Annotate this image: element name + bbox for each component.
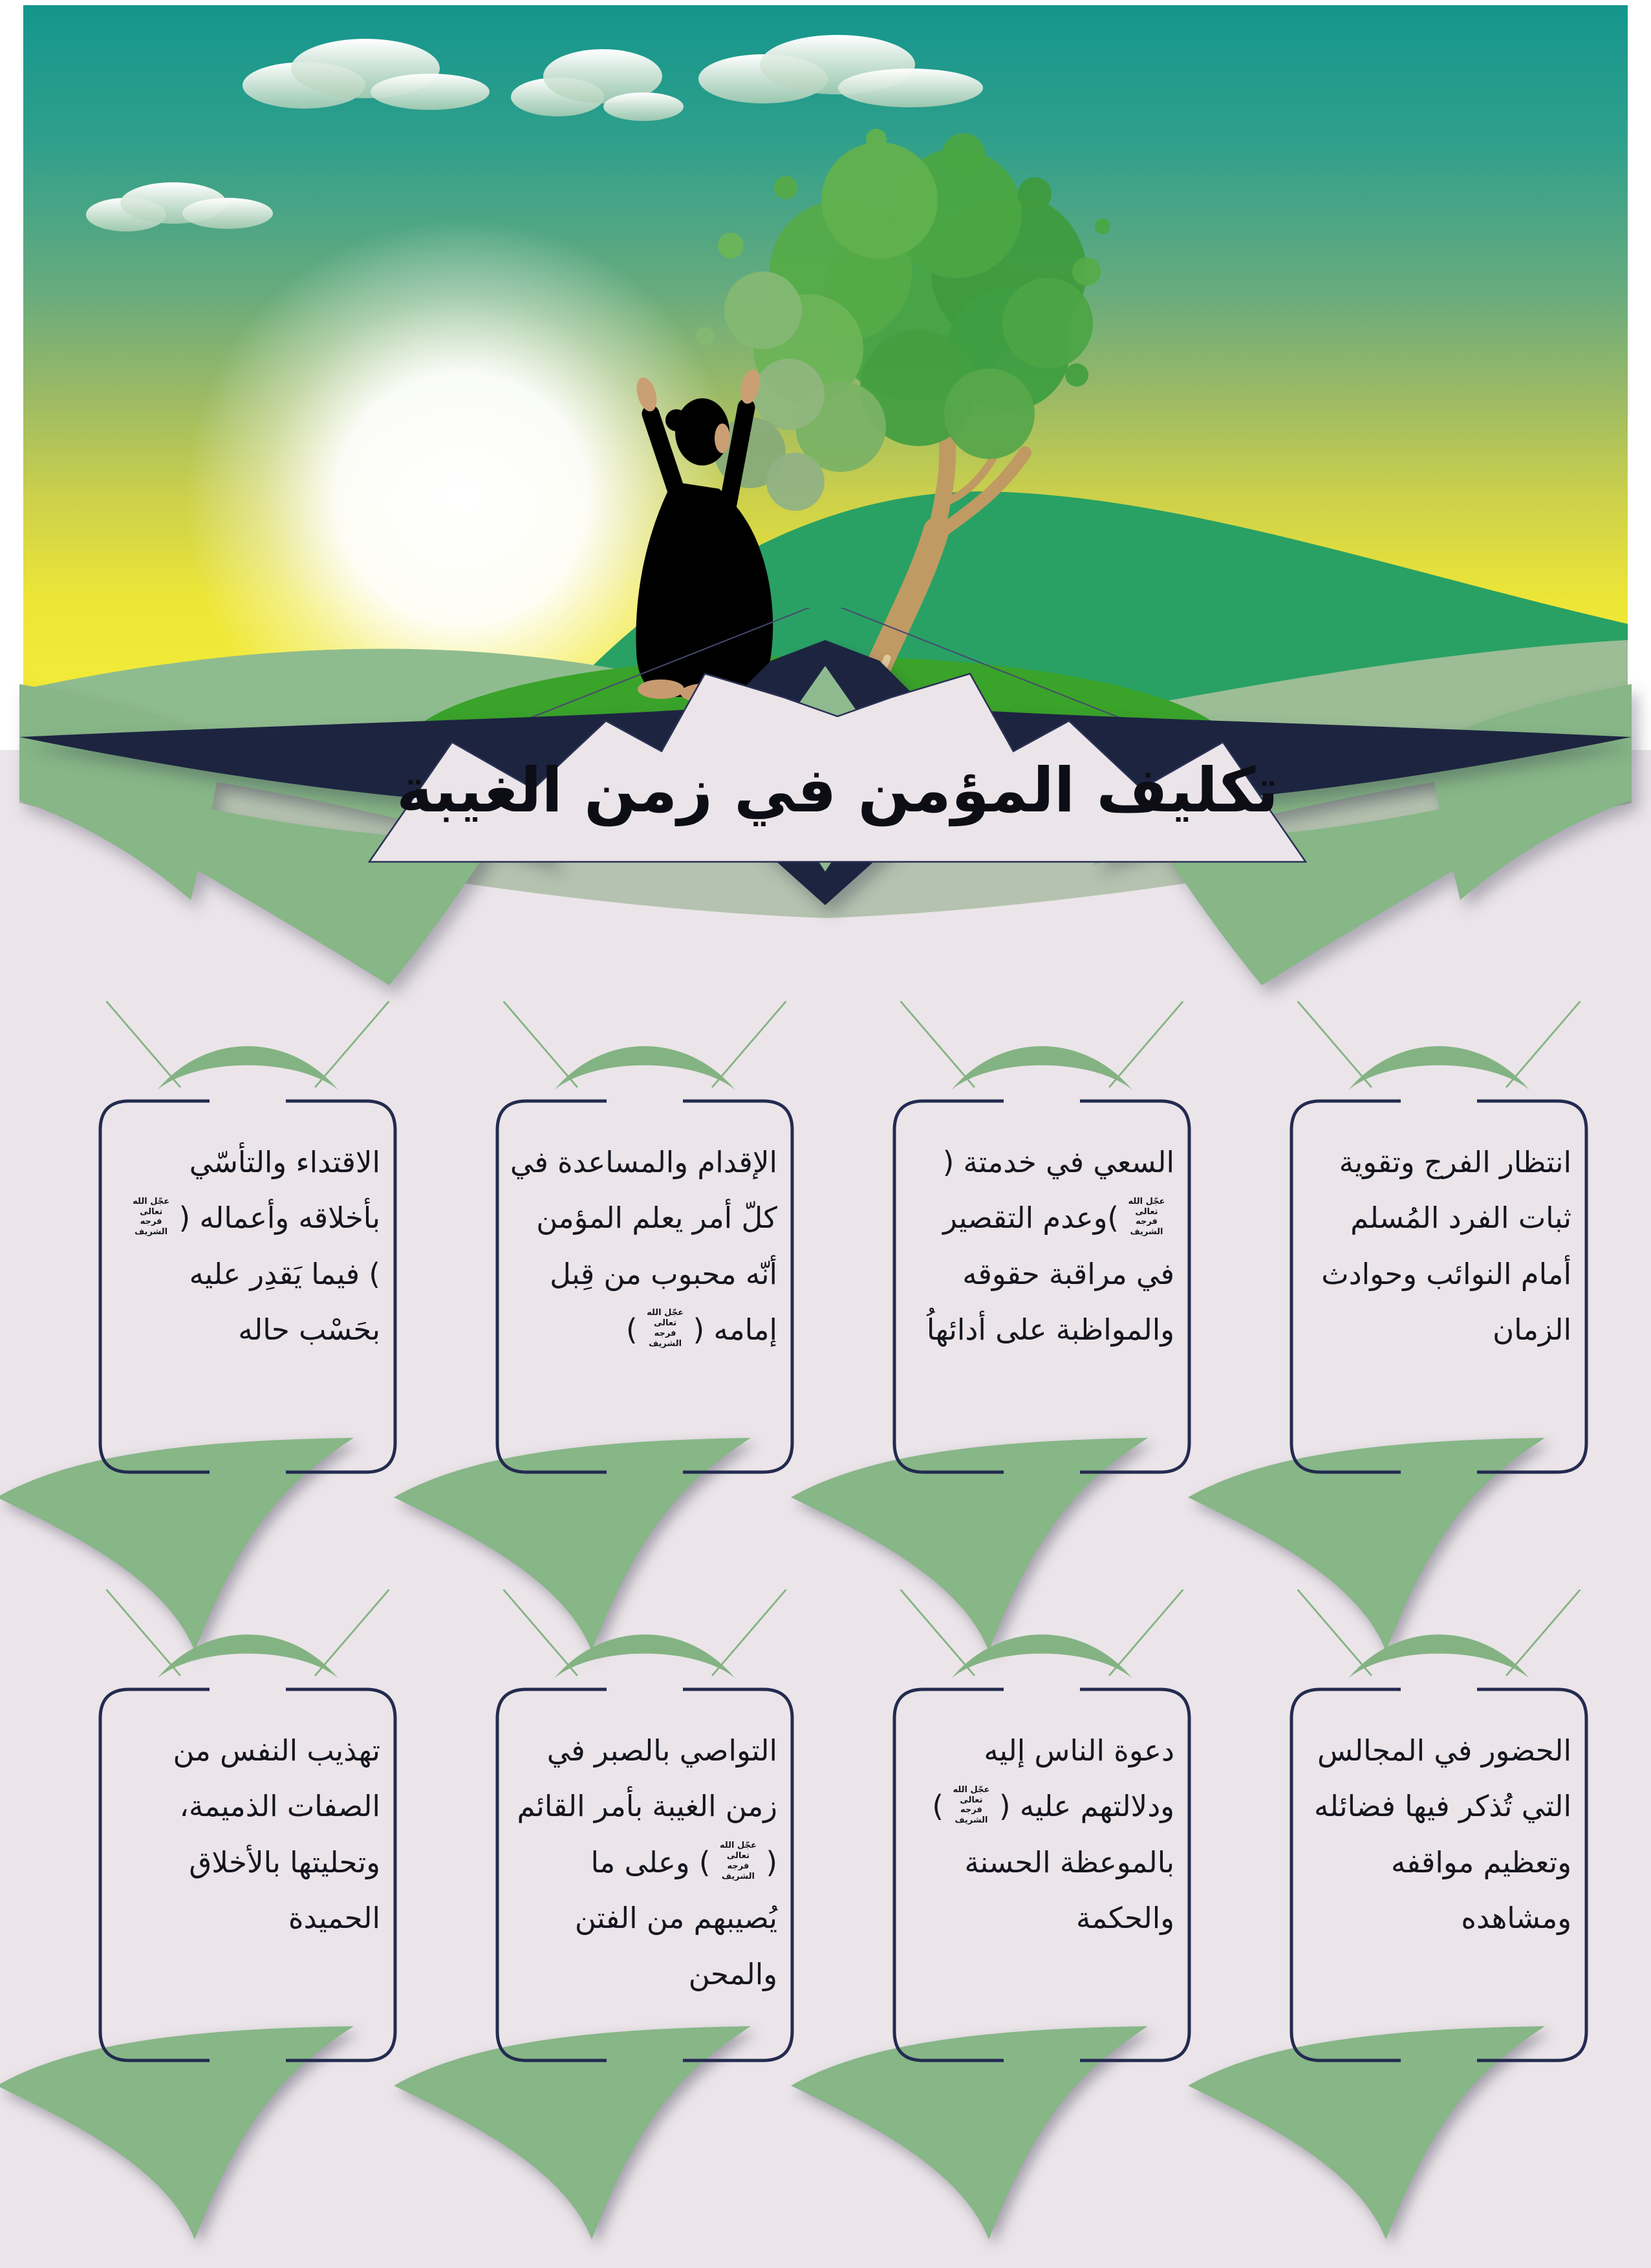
card-text: التواصي بالصبر في زمن الغيبة بأمر القائم ( عجّل الله تعالى فرجه الشريف ) وعلى ما يُصيبهم من الفتن والمحن (517, 1733, 777, 1991)
crown-decoration (889, 999, 1195, 1096)
card-text: الاقتداء والتأسّي بأخلاقه وأعماله ( عجّل الله تعالى فرجه الشريف ) فيما يَقدِر عليه بحَسْب حاله (113, 1135, 380, 1358)
crown-decoration (491, 999, 798, 1096)
card-text: دعوة الناس إليه ودلالتهم عليه ( عجّل الله تعالى فرجه الشريف ) بالموعظة الحسنة والحكمة (932, 1733, 1174, 1936)
card-initiative-help (491, 1099, 798, 1474)
crown-decoration (889, 1587, 1195, 1684)
card-emulate-him (94, 1099, 401, 1474)
honorific-calligraphy: عجّل الله تعالى فرجه الشريف (647, 1308, 684, 1349)
card-mutual-patience (491, 1687, 798, 2062)
card-text: السعي في خدمتة ( عجّل الله تعالى فرجه الشريف )وعدم التقصير في مراقبة حقوقه والمواظبة على أدائهاُ (926, 1145, 1174, 1347)
honorific-calligraphy: عجّل الله تعالى فرجه الشريف (719, 1841, 757, 1881)
honorific-calligraphy: عجّل الله تعالى فرجه الشريف (1128, 1196, 1165, 1237)
card-attend-gatherings (1286, 1687, 1592, 2062)
crown-decoration (1286, 999, 1592, 1096)
crown-decoration (491, 1587, 798, 1684)
card-text: الإقدام والمساعدة في كلّ أمر يعلم المؤمن أنّه محبوب من قِبل إمامه ( عجّل الله تعالى فرجه الشريف ) (510, 1145, 777, 1349)
card-serve-him (889, 1099, 1195, 1474)
card-text: الحضور في المجالس التي تُذكر فيها فضائله وتعظيم مواقفه ومشاهده (1314, 1733, 1571, 1936)
card-invite-people (889, 1687, 1195, 2062)
card-text: تهذيب النفس من الصفات الذميمة، وتحليتها بالأخلاق الحميدة (173, 1733, 380, 1936)
honorific-calligraphy: عجّل الله تعالى فرجه الشريف (133, 1196, 170, 1237)
honorific-calligraphy: عجّل الله تعالى فرجه الشريف (953, 1784, 990, 1826)
crown-decoration (94, 1587, 401, 1684)
crown-decoration (94, 999, 401, 1096)
face (715, 423, 730, 453)
crown-decoration (1286, 1587, 1592, 1684)
card-text: انتظار الفرج وتقوية ثبات الفرد المُسلم أمام النوائب وحوادث الزمان (1321, 1145, 1571, 1347)
card-refine-self (94, 1687, 401, 2062)
page-title: تكليف المؤمن في زمن الغيبة (396, 755, 1279, 826)
card-await-relief (1286, 1099, 1592, 1474)
